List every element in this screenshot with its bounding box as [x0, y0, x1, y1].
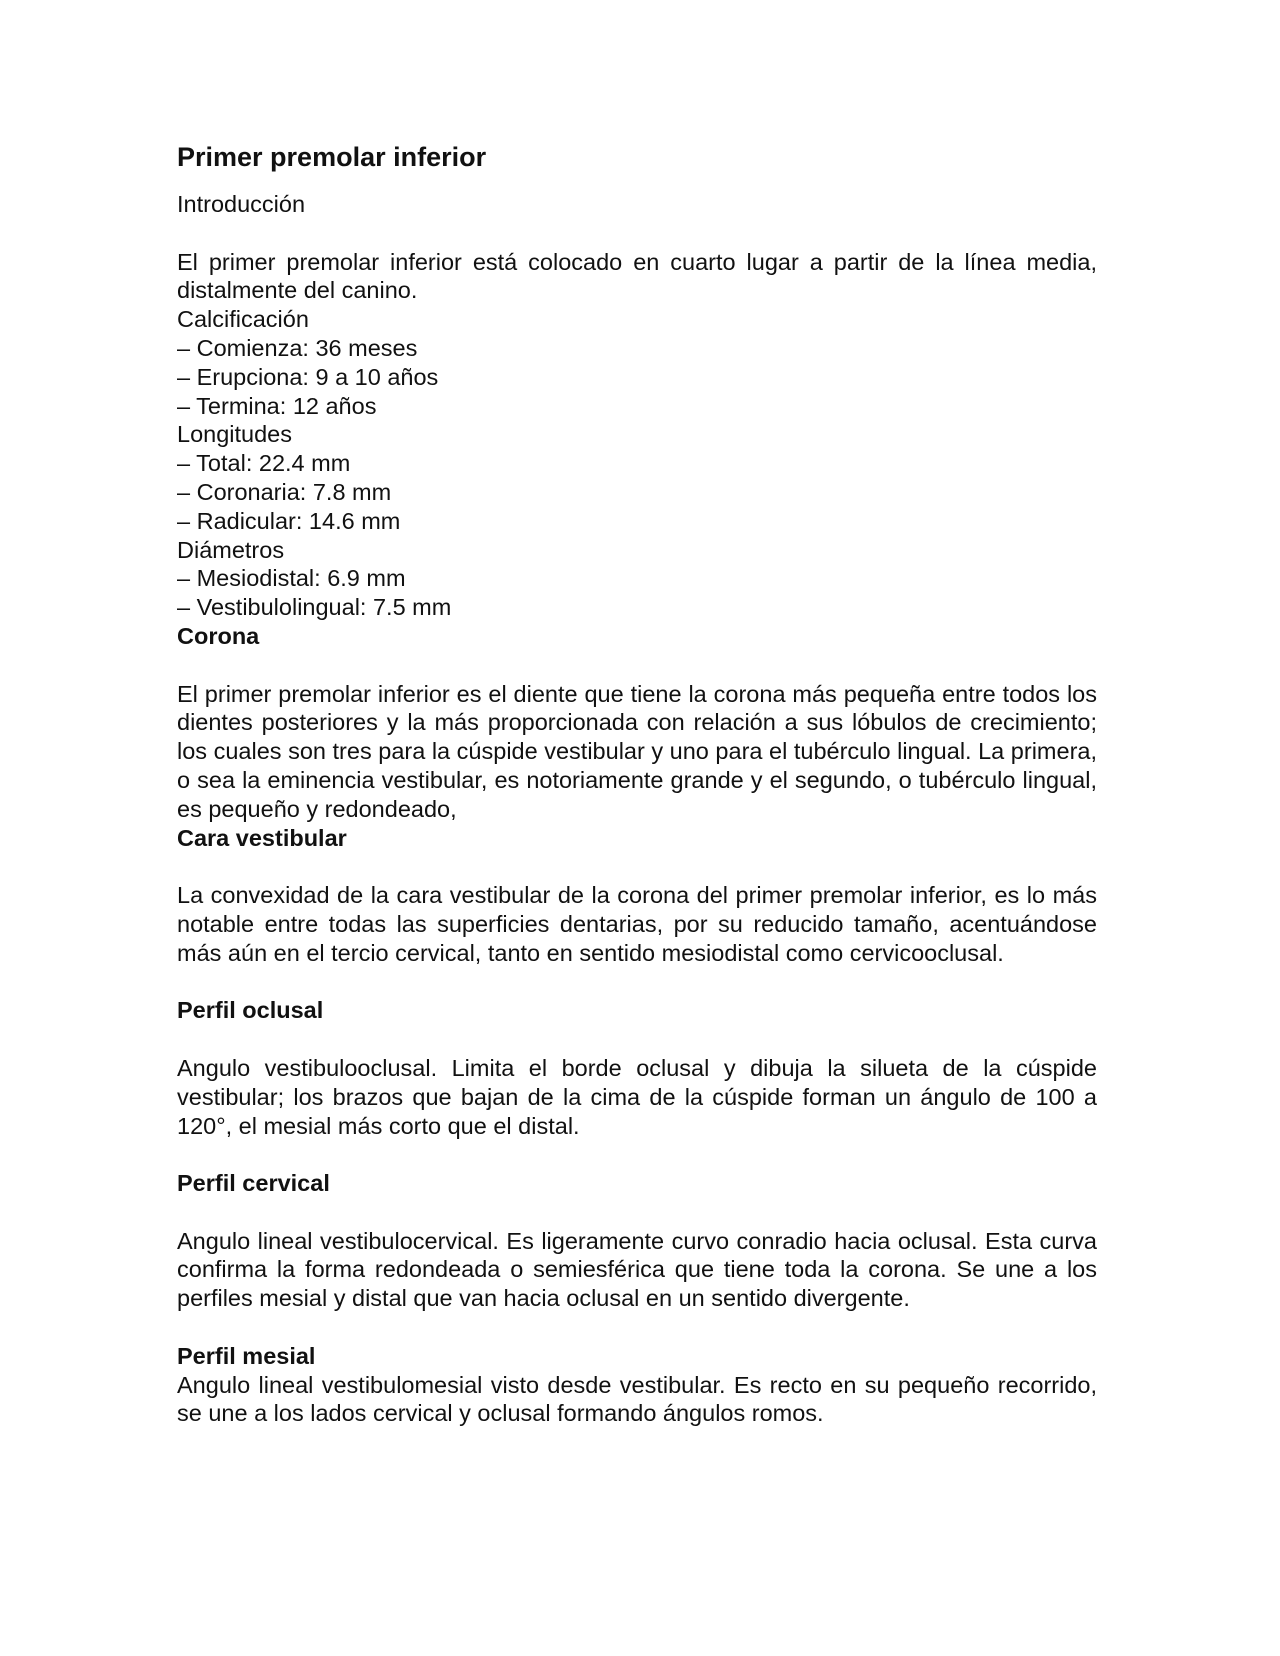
perfil-oclusal-heading: Perfil oclusal — [177, 997, 324, 1024]
longitudes-item: – Radicular: 14.6 mm — [177, 507, 401, 534]
cara-vestibular-heading: Cara vestibular — [177, 824, 347, 851]
calcificacion-item: – Termina: 12 años — [177, 392, 377, 419]
perfil-mesial-paragraph: Angulo lineal vestibulomesial visto desde vestibular. Es recto en su pequeño recorrido, se une a los lados cervical y oclusal formando ángulos romos. — [177, 1371, 1097, 1427]
perfil-cervical-paragraph: Angulo lineal vestibulocervical. Es ligeramente curvo conradio hacia oclusal. Esta curva confirma la forma redondeada o semiesférica que tiene toda la corona. Se une a los perfiles mesial y distal que van hacia oclusal en un sentido divergente. — [177, 1227, 1097, 1312]
longitudes-item: – Total: 22.4 mm — [177, 450, 351, 477]
calcificacion-item: – Comienza: 36 meses — [177, 334, 418, 361]
longitudes-label: Longitudes — [177, 421, 292, 448]
intro-heading: Introducción — [177, 191, 306, 217]
diametros-item: – Vestibulolingual: 7.5 mm — [177, 594, 452, 621]
document-page — [177, 140, 1097, 1428]
intro-paragraph: El primer premolar inferior está colocado en cuarto lugar a partir de la línea media, distalmente del canino. — [177, 248, 1097, 304]
perfil-oclusal-paragraph: Angulo vestibulooclusal. Limita el borde oclusal y dibuja la silueta de la cúspide vestibular; los brazos que bajan de la cima de la cúspide forman un ángulo de 100 a 120°, el mesial más corto que el distal. — [177, 1054, 1097, 1139]
page-title: Primer premolar inferior — [177, 142, 487, 172]
corona-paragraph: El primer premolar inferior es el diente que tiene la corona más pequeña entre todos los dientes posteriores y la más proporcionada con relación a sus lóbulos de crecimiento; los cuales son tres para la cúspide vestibular y uno para el tubérculo lingual. La primera, o sea la eminencia vestibular, es notoriamente grande y el segundo, o tubérculo lingual, es pequeño y redondeado, — [177, 680, 1097, 822]
corona-heading: Corona — [177, 622, 260, 649]
perfil-cervical-heading: Perfil cervical — [177, 1170, 330, 1197]
diametros-item: – Mesiodistal: 6.9 mm — [177, 565, 406, 592]
calcificacion-label: Calcificación — [177, 306, 309, 333]
cara-vestibular-paragraph: La convexidad de la cara vestibular de la corona del primer premolar inferior, es lo más notable entre todas las superficies dentarias, por su reducido tamaño, acentuándose más aún en el tercio cervical, tanto en sentido mesiodistal como cervicooclusal. — [177, 882, 1097, 966]
calcificacion-item: – Erupciona: 9 a 10 años — [177, 363, 439, 390]
longitudes-item: – Coronaria: 7.8 mm — [177, 478, 392, 505]
perfil-mesial-heading: Perfil mesial — [177, 1342, 316, 1369]
diametros-label: Diámetros — [177, 536, 285, 563]
